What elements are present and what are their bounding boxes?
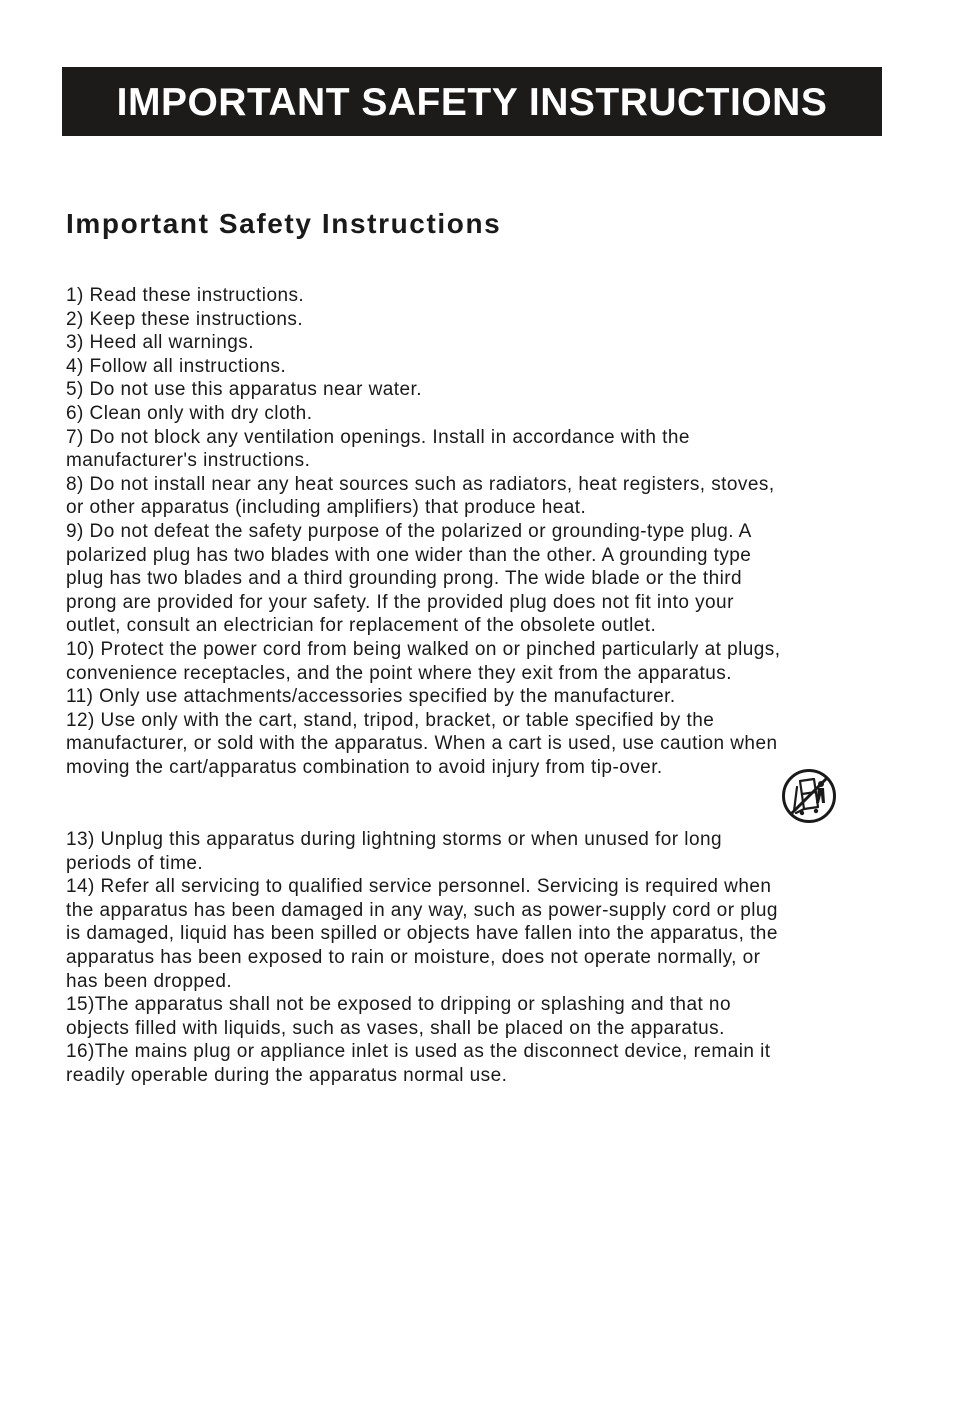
- instruction-line: 12) Use only with the cart, stand, tripod, bracket, or table specified by the: [66, 709, 715, 731]
- instruction-line: prong are provided for your safety. If the provided plug does not fit into your: [66, 591, 734, 613]
- instruction-line: manufacturer, or sold with the apparatus. When a cart is used, use caution when: [66, 733, 778, 755]
- banner-title: IMPORTANT SAFETY INSTRUCTIONS: [116, 80, 828, 124]
- instruction-line: 14) Refer all servicing to qualified service personnel. Servicing is required when: [66, 876, 772, 898]
- instruction-line: apparatus has been exposed to rain or moisture, does not operate normally, or: [66, 946, 761, 968]
- instruction-line: outlet, consult an electrician for replacement of the obsolete outlet.: [66, 615, 657, 637]
- instruction-line: plug has two blades and a third grounding prong. The wide blade or the third: [66, 568, 743, 590]
- instruction-line: 15)The apparatus shall not be exposed to dripping or splashing and that no: [66, 994, 731, 1016]
- instruction-line: 7) Do not block any ventilation openings. Install in accordance with the: [66, 426, 690, 448]
- instruction-line: or other apparatus (including amplifiers) that produce heat.: [66, 497, 587, 519]
- instruction-line: 11) Only use attachments/accessories specified by the manufacturer.: [66, 686, 676, 708]
- instruction-line: objects filled with liquids, such as vases, shall be placed on the apparatus.: [66, 1017, 725, 1039]
- instruction-line: 2) Keep these instructions.: [66, 308, 304, 330]
- instruction-line: 13) Unplug this apparatus during lightning storms or when unused for long: [66, 829, 722, 850]
- instruction-line: manufacturer's instructions.: [66, 450, 311, 472]
- instruction-line: 16)The mains plug or appliance inlet is used as the disconnect device, remain it: [66, 1041, 771, 1063]
- instruction-line: 9) Do not defeat the safety purpose of the polarized or grounding-type plug. A: [66, 520, 752, 542]
- instruction-line: convenience receptacles, and the point where they exit from the apparatus.: [66, 662, 732, 684]
- instruction-line: is damaged, liquid has been spilled or objects have fallen into the apparatus, the: [66, 923, 778, 945]
- instruction-line: periods of time.: [66, 852, 204, 874]
- instruction-line: moving the cart/apparatus combination to avoid injury from tip-over.: [66, 756, 663, 778]
- instruction-line: readily operable during the apparatus normal use.: [66, 1064, 508, 1086]
- instruction-line: 10) Protect the power cord from being walked on or pinched particularly at plugs,: [66, 638, 781, 660]
- instruction-line: 1) Read these instructions.: [66, 285, 305, 306]
- instruction-line: 3) Heed all warnings.: [66, 332, 254, 354]
- instruction-line: 5) Do not use this apparatus near water.: [66, 379, 422, 401]
- title-banner: [62, 67, 882, 136]
- instruction-line: the apparatus has been damaged in any way, such as power-supply cord or plug: [66, 899, 778, 921]
- instruction-line: 4) Follow all instructions.: [66, 355, 287, 377]
- instruction-line: 8) Do not install near any heat sources such as radiators, heat registers, stoves,: [66, 473, 775, 495]
- instructions-list-part2: [66, 828, 896, 1088]
- instructions-list-part1: [66, 284, 896, 779]
- cart-tip-over-warning-icon: [780, 767, 838, 825]
- instruction-line: polarized plug has two blades with one wider than the other. A grounding type: [66, 544, 752, 566]
- instruction-line: has been dropped.: [66, 970, 233, 992]
- section-heading: Important Safety Instructions: [66, 208, 502, 239]
- instruction-line: 6) Clean only with dry cloth.: [66, 402, 313, 424]
